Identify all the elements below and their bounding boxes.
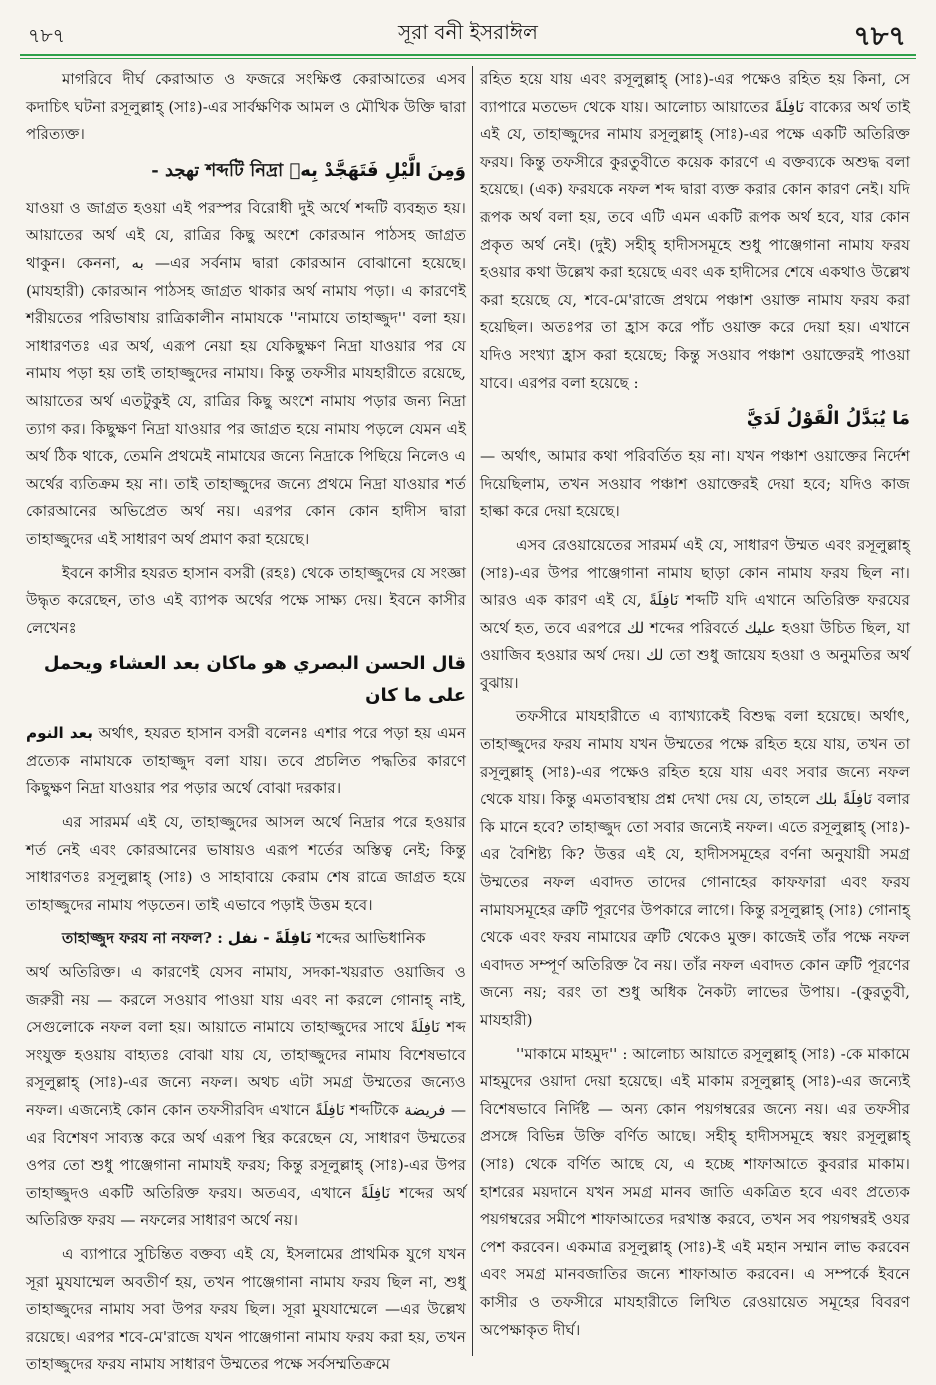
heading-tail: - تهجد শব্দটি নিদ্রা bbox=[151, 159, 284, 181]
column-divider bbox=[472, 66, 473, 1356]
paragraph bbox=[26, 720, 466, 803]
arabic-inline: بعد النوم bbox=[26, 724, 93, 743]
subheading-line bbox=[26, 925, 466, 953]
arabic-verse: مَا يُبَدَّلُ الْقَوْلُ لَدَيَّ bbox=[746, 408, 910, 430]
page-number-right: ৭৮৭ bbox=[853, 21, 906, 52]
arabic-inline: نَافِلَةً - نفل bbox=[227, 929, 312, 948]
arabic-verse: وَمِنَ الَّيْلِ فَتَهَجَّدْ بِهٖ bbox=[289, 159, 466, 181]
paragraph: অর্থ অতিরিক্ত। এ কারণেই যেসব নামায, সদকা-খয়রাত ওয়াজিব ও জরুরী নয় — করলে সওয়াব পাওয়া যায় এবং না করলে গোনাহ্ নাই, সেগুলোকে নফল বলা হয়। আয়াতে নামাযে তাহাজ্জুদের সাথে نَافِلَةً শব্দ সংযুক্ত হওয়ায় বাহ্যতঃ বোঝা যায় যে, তাহাজ্জুদের নামায বিশেষভাবে রসূলুল্লাহ্ (সাঃ)-এর জন্যে নফল। অথচ এটা সমগ্র উম্মতের জন্যেও নফল। এজন্যেই কোন কোন তফসীরবিদ এখানে نَافِلَةً শব্দটিকে فريضة —এর বিশেষণ সাব্যস্ত করে অর্থ এরূপ স্থির করেছেন যে, সাধারণ উম্মতের ওপর তো শুধু পাঞ্জেগানা নামাযই ফরয; কিন্তু রসূলুল্লাহ্ (সাঃ)-এর উপর তাহাজ্জুদও একটি অতিরিক্ত ফরয। অতএব, এখানে نَافِلَةً শব্দের অর্থ অতিরিক্ত ফরয — নফলের সাধারণ অর্থে নয়। bbox=[26, 963, 467, 1230]
page-number-left: ৭৮৭ bbox=[28, 25, 66, 47]
right-column bbox=[480, 66, 910, 1350]
paragraph: এসব রেওয়ায়েতের সারমর্ম এই যে, সাধারণ উম্মত এবং রসূলুল্লাহ্ (সাঃ)-এর উপর পাঞ্জেগানা নামায ছাড়া কোন নামায ফরয ছিল না। আরও এক কারণ এই যে, نَافِلَةً শব্দটি যদি এখানে অতিরিক্ত ফরযের অর্থে হত, তবে এরপরে لك শব্দের পরিবর্তে عليك হওয়া উচিত ছিল, যা ওয়াজিব হওয়ার অর্থ দেয়। لك তো শুধু জায়েয হওয়া ও অনুমতির অর্থ বুঝায়। bbox=[480, 535, 910, 692]
subheading-tail: শব্দের আভিধানিক bbox=[316, 929, 426, 948]
subheading: তাহাজ্জুদ ফরয না নফল? : bbox=[62, 929, 223, 948]
heading-tahajjud bbox=[26, 155, 466, 187]
paragraph: যাওয়া ও জাগ্রত হওয়া এই পরস্পর বিরোধী দুই অর্থে শব্দটি ব্যবহৃত হয়। আয়াতের অর্থ এই যে, রাত্রির কিছু অংশে কোরআন পাঠসহ জাগ্রত থাকুন। কেননা, به —এর সর্বনাম দ্বারা কোরআন বোঝানো হয়েছে। (মাযহারী) কোরআন পাঠসহ জাগ্রত থাকার অর্থ নামায পড়া। এ কারণেই শরীয়তের পরিভাষায় রাত্রিকালীন নামাযকে ''নামাযে তাহাজ্জুদ'' বলা হয়। সাধারণতঃ এর অর্থ, এরূপ নেয়া হয় যেকিছুক্ষণ নিদ্রা যাওয়ার পর যে নামায পড়া হয় তাই তাহাজ্জুদের নামায। কিন্তু তফসীর মাযহারীতে রয়েছে, আয়াতের অর্থ এতটুকুই যে, রাত্রির কিছু অংশে নামায পড়ার জন্য নিদ্রা ত্যাগ কর। কিছুক্ষণ নিদ্রা যাওয়ার পর জাগ্রত হয়ে নামায পড়লে যেমন এই অর্থ ঠিক থাকে, তেমনি প্রথমেই নামাযের জন্যে নিদ্রাকে পিছিয়ে নিলেও এ অর্থের ব্যতিক্রম হয় না। তাই তাহাজ্জুদের জন্যে প্রথমে নিদ্রা যাওয়ার শর্ত কোরআনের অভিপ্রেত অর্থ নয়। এরপর কোন কোন হাদীস দ্বারা তাহাজ্জুদের এই সাধারণ অর্থ প্রমাণ করা হয়েছে। bbox=[26, 198, 467, 548]
arabic-quote bbox=[26, 648, 466, 712]
header-rule bbox=[20, 54, 916, 56]
paragraph-text: অর্থাৎ, হযরত হাসান বসরী বলেনঃ এশার পরে পড়া হয় এমন প্রত্যেক নামাযকে তাহাজ্জুদ বলা যায়। তবে প্রচলিত পদ্ধতির কারণে কিছুক্ষণ নিদ্রা যাওয়ার পর পড়ার অর্থে বোঝা দরকার। bbox=[26, 724, 466, 798]
paragraph: — অর্থাৎ, আমার কথা পরিবর্তিত হয় না। যখন পঞ্চাশ ওয়াক্তের নির্দেশ দিয়েছিলাম, তখন সওয়াব পঞ্চাশ ওয়াক্তেরই দেয়া হবে; যদিও কাজ হাল্কা করে দেয়া হয়েছে। bbox=[480, 447, 910, 521]
surah-title: সূরা বনী ইসরাঈল bbox=[398, 20, 538, 44]
paragraph: তফসীরে মাযহারীতে এ ব্যাখ্যাকেই বিশুদ্ধ বলা হয়েছে। অর্থাৎ, তাহাজ্জুদের ফরয নামায যখন উম্মতের পক্ষে রহিত হয়ে যায়, তখন তা রসূলুল্লাহ্ (সাঃ)-এর পক্ষেও রহিত হয়ে যায় এবং সবার জন্যে নফল থেকে যায়। কিন্তু এমতাবস্থায় প্রশ্ন দেখা দেয় যে, তাহলে نَافِلَةً بلك বলার কি মানে হবে? তাহাজ্জুদ তো সবার জন্যেই নফল। এতে রসূলুল্লাহ্ (সাঃ)-এর বৈশিষ্ট্য কি? উত্তর এই যে, হাদীসসমূহের বর্ণনা অনুযায়ী সমগ্র উম্মতের নফল এবাদত তাদের গোনাহের কাফফারা এবং ফরয নামাযসমূহের ত্রুটি পূরণের উপকারে লাগে। কিন্তু রসূলুল্লাহ্ (সাঃ) গোনাহ্ থেকে এবং ফরয নামাযের ত্রুটি থেকেও মুক্ত। কাজেই তাঁর পক্ষে নফল এবাদত সম্পূর্ণ অতিরিক্ত বৈ নয়। তাঁর নফল এবাদত কোন ত্রুটি পূরণের জন্যে নয়; বরং তা শুধু অধিক নৈকট্য লাভের উপায়। -(কুরতুবী, মাযহারী) bbox=[480, 707, 910, 1029]
paragraph: রহিত হয়ে যায় এবং রসূলুল্লাহ্ (সাঃ)-এর পক্ষেও রহিত হয় কিনা, সে ব্যাপারে মতভেদ থেকে যায়। আলোচ্য আয়াতের نَافِلَةً বাক্যের অর্থ তাই এই যে, তাহাজ্জুদের নামায রসূলুল্লাহ্ (সাঃ)-এর পক্ষে একটি অতিরিক্ত ফরয। কিন্তু তফসীরে কুরতুবীতে কয়েক কারণে এ বক্তব্যকে অশুদ্ধ বলা হয়েছে। (এক) ফরযকে নফল শব্দ দ্বারা ব্যক্ত করার কোন কারণ নেই। যদি রূপক অর্থ বলা হয়, তবে এটি এমন একটি রূপক অর্থ হবে, যার কোন প্রকৃত অর্থ নেই। (দুই) সহীহ্ হাদীসসমূহে শুধু পাঞ্জেগানা নামায ফরয হওয়ার কথা উল্লেখ করা হয়েছে এবং এক হাদীসের শেষে একথাও উল্লেখ করা হয়েছে যে, শবে-মে'রাজে প্রথমে পঞ্চাশ ওয়াক্ত নামায ফরয করা হয়েছিল। অতঃপর তা হ্রাস করে পাঁচ ওয়াক্ত করে দেয়া হয়। এখানে যদিও সংখ্যা হ্রাস করা হয়েছে; কিন্তু সওয়াব পঞ্চাশ ওয়াক্তেরই পাওয়া যাবে। এরপর বলা হয়েছে : bbox=[480, 70, 910, 392]
paragraph: ইবনে কাসীর হযরত হাসান বসরী (রহঃ) থেকে তাহাজ্জুদের যে সংজ্ঞা উদ্ধৃত করেছেন, তাও এই ব্যাপক অর্থের পক্ষে সাক্ষ্য দেয়। ইবনে কাসীর লেখেনঃ bbox=[26, 563, 466, 637]
page-header bbox=[20, 8, 916, 58]
paragraph: এ ব্যাপারে সুচিন্তিত বক্তব্য এই যে, ইসলামের প্রাথমিক যুগে যখন সূরা মুযযাম্মেল অবতীর্ণ হয়, তখন পাঞ্জেগানা নামায ফরয ছিল না, শুধু তাহাজ্জুদের নামায সবা উপর ফরয ছিল। সূরা মুযযাম্মেলে —এর উল্লেখ রয়েছে। এরপর শবে-মে'রাজে যখন পাঞ্জেগানা নামায ফরয করা হয়, তখন তাহাজ্জুদের ফরয নামায সাধারণ উম্মতের পক্ষে সর্বসম্মতিক্রমে bbox=[26, 1244, 466, 1374]
header-rule-thin bbox=[20, 58, 916, 59]
paragraph: এর সারমর্ম এই যে, তাহাজ্জুদের আসল অর্থে নিদ্রার পরে হওয়ার শর্ত নেই এবং কোরআনের ভাষায়ও এরূপ শর্তের অস্তিত্ব নেই; কিন্তু সাধারণতঃ রসূলুল্লাহ্ (সাঃ) ও সাহাবায়ে কেরাম শেষ রাত্রে জাগ্রত হয়ে তাহাজ্জুদের নামায পড়তেন। তাই এভাবে পড়াই উত্তম হবে। bbox=[26, 813, 466, 914]
arabic-quote-text: قال الحسن البصري هو ماكان بعد العشاء ويحمل على ما كان bbox=[43, 653, 466, 707]
left-column bbox=[26, 66, 466, 1385]
paragraph: মাগরিবে দীর্ঘ কেরাআত ও ফজরে সংক্ষিপ্ত কেরাআতের এসব কদাচিৎ ঘটনা রসূলুল্লাহ্ (সাঃ)-এর সার্বক্ষণিক আমল ও মৌখিক উক্তি দ্বারা পরিত্যক্ত। bbox=[26, 70, 466, 144]
arabic-verse-line bbox=[480, 403, 910, 435]
paragraph: ''মাকামে মাহমুদ'' : আলোচ্য আয়াতে রসূলুল্লাহ্ (সাঃ) -কে মাকামে মাহমুদের ওয়াদা দেয়া হয়েছে। এই মাকাম রসূলুল্লাহ্ (সাঃ)-এর জন্যেই বিশেষভাবে নির্দিষ্ট — অন্য কোন পয়গম্বরের জন্যে নয়। এর তফসীর প্রসঙ্গে বিভিন্ন উক্তি বর্ণিত আছে। সহীহ্ হাদীসসমূহে স্বয়ং রসূলুল্লাহ্ (সাঃ) থেকে বর্ণিত আছে যে, এ হচ্ছে শাফাআতে কুবরার মাকাম। হাশরের ময়দানে যখন সমগ্র মানব জাতি একত্রিত হবে এবং প্রত্যেক পয়গম্বরের সমীপে শাফাআতের দরখাস্ত করবে, তখন সব পয়গম্বরই ওযর পেশ করবেন। একমাত্র রসূলুল্লাহ্ (সাঃ)-ই এই মহান সম্মান লাভ করবেন এবং সমগ্র মানবজাতির জন্যে শাফাআত করবেন। এ সম্পর্কে ইবনে কাসীর ও তফসীরে মাযহারীতে লিখিত রেওয়ায়েত সমূহের বিবরণ অপেক্ষাকৃত দীর্ঘ। bbox=[480, 1044, 910, 1339]
